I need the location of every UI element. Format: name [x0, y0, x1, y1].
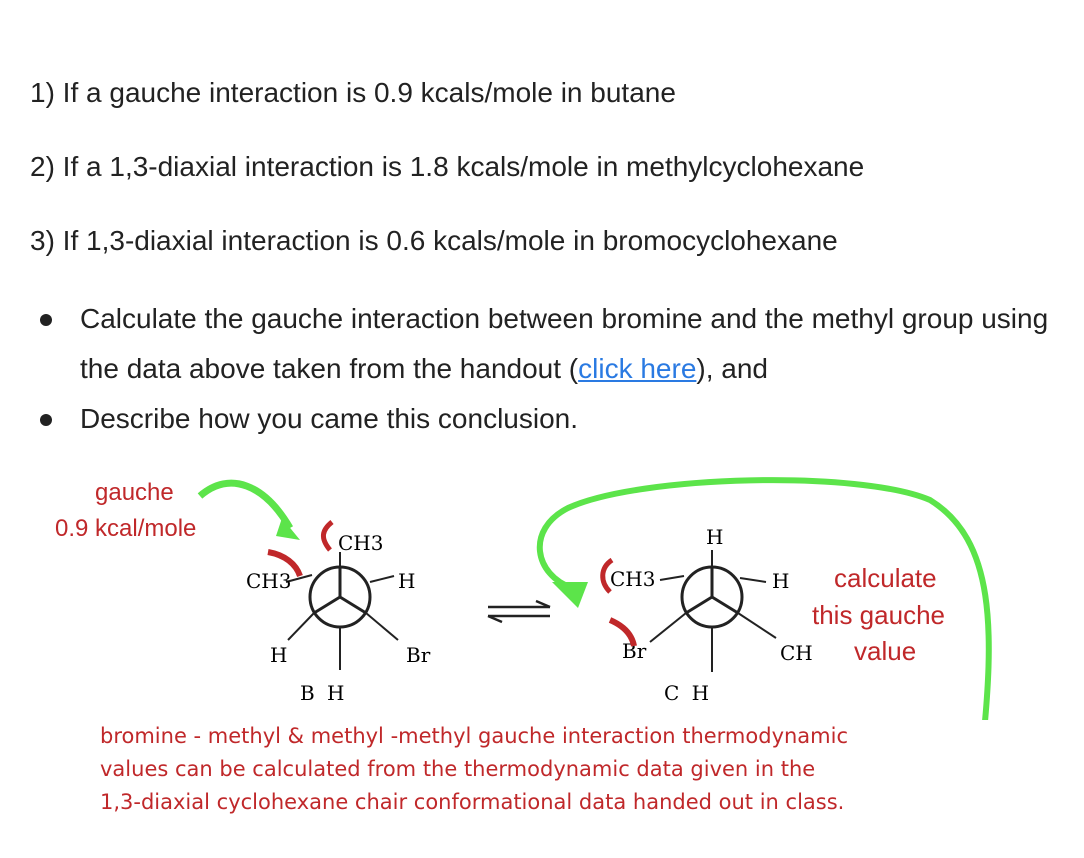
- left-top-substituent: CH3: [338, 531, 384, 555]
- caption-line: values can be calculated from the thermodynamic data given in the: [100, 757, 816, 781]
- right-upper-left-substituent: CH3: [610, 567, 656, 591]
- bullet-dot: [40, 414, 52, 426]
- caption-line: bromine - methyl & methyl -methyl gauche interaction thermodynamic: [100, 724, 849, 748]
- left-upper-right-substituent: H: [398, 569, 416, 593]
- question-1: 1) If a gauche interaction is 0.9 kcals/mole in butane: [30, 77, 676, 108]
- left-lower-left-substituent: H: [270, 643, 288, 667]
- left-lower-right-substituent: Br: [406, 643, 431, 667]
- figure-caption: [100, 720, 1000, 819]
- question-3: 3) If 1,3-diaxial interaction is 0.6 kcals/mole in bromocyclohexane: [30, 225, 838, 256]
- question-2: 2) If a 1,3-diaxial interaction is 1.8 kcals/mole in methylcyclohexane: [30, 151, 865, 182]
- calculate-arrowhead: [552, 582, 588, 608]
- left-upper-left-substituent: CH3: [246, 569, 292, 593]
- caption-line: 1,3-diaxial cyclohexane chair conformational data handed out in class.: [100, 790, 845, 814]
- instruction-calculate-tail: ), and: [696, 353, 768, 384]
- handout-link[interactable]: click here: [578, 353, 697, 384]
- instruction-list: [40, 294, 1070, 444]
- instruction-describe-text: Describe how you came this conclusion.: [80, 403, 579, 434]
- bullet-dot: [40, 314, 52, 326]
- right-lower-left-substituent: Br: [622, 639, 647, 663]
- calculate-label-line2: this gauche: [812, 600, 945, 630]
- interaction-mark: [323, 522, 332, 550]
- instruction-calculate-text: Calculate the gauche interaction between bromine and the methyl group using the data above taken from the handout (: [80, 303, 1049, 384]
- right-lower-right-substituent: CH: [780, 641, 813, 665]
- newman-left: [246, 522, 431, 705]
- gauche-label: gauche: [95, 479, 174, 506]
- newman-right: [603, 525, 813, 705]
- right-bottom-substituent: C H: [664, 681, 713, 705]
- calculate-label-line1: calculate: [834, 563, 937, 593]
- equilibrium-arrows: [488, 601, 550, 622]
- right-top-substituent: H: [706, 525, 724, 549]
- newman-projection-figure: [0, 460, 1084, 720]
- instruction-describe: [40, 394, 1070, 444]
- gauche-arrow: [200, 483, 290, 528]
- right-upper-right-substituent: H: [772, 569, 790, 593]
- gauche-value-label: 0.9 kcal/mole: [55, 515, 197, 542]
- left-bottom-substituent: B H: [300, 681, 348, 705]
- instruction-calculate: [40, 294, 1070, 394]
- calculate-label-line3: value: [854, 636, 917, 666]
